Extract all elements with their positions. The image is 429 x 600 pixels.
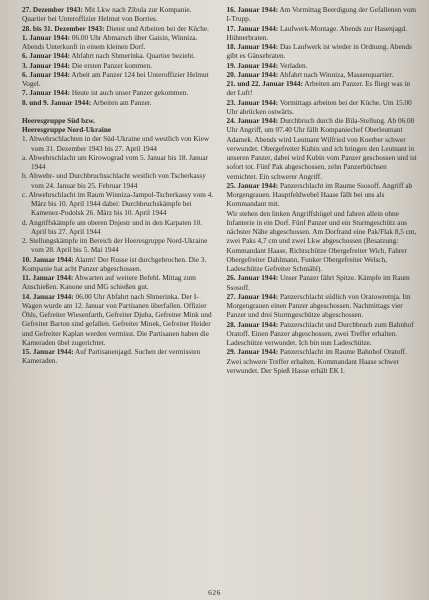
diary-entry [227,71,420,80]
diary-entry [227,99,420,118]
diary-entry [22,25,215,34]
entry-date: 19. Januar 1944: [226,61,279,70]
entry-date: 25. Januar 1944: [226,181,279,190]
entry-date: 15. Januar 1944: [22,348,74,356]
battle-item [22,135,215,154]
diary-entry [227,43,420,62]
entry-text: Laufwerk-Montage. Abends zur Hasenjagd. Hühnerbraten. [226,24,407,42]
right-column [227,6,420,581]
entry-text: Abwarten auf weitere Befehl. Mittag zum Anschießen. Kanone und MG schießen gut. [22,274,196,292]
entry-text: Panzerschlacht im Raume Bahnhof Oratoff. Zwei schwere Treffer erhalten. Kommandant Haase schwer verwundet. Der Spieß Hasse erhält EK I. [226,348,407,375]
spacer [22,108,215,117]
entry-text: Mit Lkw nach Zibula zur Kompanie. Quartier bei Unteroffizier Helmut von Borries. [22,6,192,24]
battle-text: Abwehrschlachten in der Süd-Ukraine und westlich von Kiew vom 31. Dezember 1943 bis 27. April 1944 [28,135,210,153]
battle-item [22,154,215,173]
battle-list [22,135,215,255]
entry-text: Panzerschlacht im Raume Ssosoff. Angriff ab Morgengrauen. Hauptfeldwebel Haase fällt bei uns als Kornmandant mit. [226,181,413,209]
diary-entry [22,293,215,349]
entry-date: 28. bis 31. Dezember 1943: [22,24,105,33]
left-diary-entries [22,6,215,108]
battle-item [22,191,215,219]
diary-entry [22,62,215,71]
entry-text: Am Vormittag Beerdigung der Gefallenen vom I-Trupp. [226,6,416,24]
entry-date: 10. Januar 1944: [22,255,74,264]
entry-text: Auf Partisanenjagd. Suchen der vermissten Kameraden. [22,348,201,366]
battle-text: Abwehrschlacht im Raum Winniza-Jampol-Tscherkassy vom 4. März bis 10. April 1944 dabei: Durchbruchskämpfe bei Kamenez-Podolsk 26. März bis 10. April 1944 [28,190,214,218]
diary-entry [227,293,420,321]
battle-number: c. [22,190,28,199]
entry-date: 28. Januar 1944: [226,320,279,329]
entry-date: 11. Januar 1944: [22,274,74,282]
battle-item [22,237,215,256]
diary-entry [227,6,420,25]
entry-date: 3. Januar 1944: [22,61,71,70]
diary-entry [227,210,420,275]
diary-entry [227,25,420,44]
left-diary-entries-continued [22,256,215,367]
entry-text: Wir stehen den linken Angriffshügel und fahren allein ohne Infanterie in ein Dorf. Fünf Panzer und ein Sturmgeschütz aus nächster Nähe abgeschossen. Am Dorfrand eine Pak/Flak 8,5 cm, zwei Paks 4,7 cm und zwei Lkw abgeschossen (Besatzung: Kommandant Haase, Richtschütze Obergefreiter Wich, Fahrer Obergefreiter Dahlmann, Funker Obergefreiter Welsch, Ladeschütze Gefreiter Schmähl). [226,209,417,273]
entry-text: Heute ist auch unser Panzer gekommen. [70,89,189,98]
battle-text: Stellungskämpfe im Bereich der Heeresgruppe Nord-Ukraine vom 28. April bis 5. Mai 1944 [29,237,208,255]
entry-text: Arbeiten am Panzer. [91,98,152,107]
battle-text: Abwehrschlacht um Kirowograd vom 5. Januar bis 18. Januar 1944 [28,153,209,171]
battle-item [22,172,215,191]
battle-number: d. [22,218,28,227]
diary-entry [22,71,215,90]
entry-date: 23. Januar 1944: [226,98,279,107]
diary-entry [227,321,420,349]
section-heading-1: Heeresgruppe Süd bzw. [22,116,95,125]
entry-date: 27. Dezember 1943: [22,6,83,14]
diary-entry [22,34,215,53]
entry-text: Vormittags arbeiten bei der Küche. Um 15.00 Uhr abrücken ostwärts. [226,98,412,116]
diary-entry [22,256,215,275]
diary-entry [227,182,420,210]
entry-text: Arbeit am Panzer 124 bei Unteroffizier Helmut Vogel. [22,70,209,88]
entry-date: 6. Januar 1944: [22,70,71,79]
diary-entry [22,274,215,293]
diary-entry [22,348,215,367]
battle-number: 2. [22,237,28,245]
battle-number: 1. [22,135,28,144]
entry-text: 06.00 Uhr Abmarsch über Gaisin, Winniza. Abends Unterkunft in einem kleinen Dorf. [22,33,198,51]
battle-item [22,219,215,238]
entry-date: 27. Januar 1944: [226,292,279,301]
entry-date: 7. Januar 1944: [22,89,71,98]
diary-entry [227,348,420,376]
entry-text: 06.00 Uhr Abfahrt nach Shmerinka. Der I-Wagen wurde am 12. Januar von Partisanen überfallen. Offizier Öhls, Gefreiter Wiesenfarth, Gefreiter Djuba, Gefreiter Mink und Gefreiter Barton sind gefallen. Gefreiter Minek, Gefreiter Heider und Gefreiter Kaplan werden vermisst. Die Partisanen haben die Kameraden übel zugerichtet. [22,292,212,347]
entry-date: 24. Januar 1944: [226,117,279,125]
diary-entry [227,80,420,99]
right-diary-entries [227,6,420,376]
entry-date: 14. Januar 1944: [22,292,74,301]
entry-date: 1. Januar 1944: [22,33,71,42]
battle-text: Angriffskämpfe am oberen Dnjestr und in den Karpaten 10. April bis 27. April 1944 [28,218,203,236]
entry-text: Abfahrt nach Winniza, Massenquartier. [278,70,394,79]
diary-entry [227,62,420,71]
entry-text: Arbeiten am Panzer. Es fliegt was in der Luft! [226,80,411,98]
entry-text: Dienst und Arbeiten bei der Küche. [104,24,209,33]
entry-text: Die ersten Panzer kommen. [70,61,152,70]
entry-text: Panzerschlacht und Durchbruch zum Bahnhof Oratoff. Einen Panzer abgeschossen, zwei Treffer erhalten. Ladeschütze verwundet. Ich bin nun Ladeschütze. [226,320,414,347]
entry-text: Panzerschlacht südlich von Oratowretnja. Im Morgengrauen einen Panzer abgeschossen. Nachmittags vier Panzer und drei Sturmgeschütze abgeschossen. [226,292,411,320]
entry-date: 16. Januar 1944: [226,6,279,14]
entry-text: Verladen. [278,61,308,70]
battle-number: a. [22,153,28,162]
battle-number: b. [22,172,28,181]
diary-entry [227,117,420,182]
entry-text: Das Laufwerk ist wieder in Ordnung. Abends gibt es Gänsebraten. [226,43,412,61]
entry-date: 20. Januar 1944: [226,70,279,79]
entry-text: Abfahrt nach Shmerinka. Quartier bezieht. [70,52,196,61]
left-column [22,6,215,581]
entry-date: 21. und 22. Januar 1944: [226,80,303,88]
entry-date: 8. und 9. Januar 1944: [22,98,92,107]
entry-date: 29. Januar 1944: [226,348,279,357]
entry-text: Unser Panzer fährt Spitze. Kämpfe im Raum Ssosoff. [226,274,410,292]
entry-date: 17. Januar 1944: [226,24,279,33]
diary-entry [22,99,215,108]
entry-text: Alarm! Der Russe ist durchgebrochen. Die 3. Kompanie hat acht Panzer abgeschossen. [22,255,207,273]
diary-entry [22,89,215,98]
entry-text: Durchbruch durch die Bila-Stellung. Ab 06.00 Uhr Angriff, um 07.40 Uhr fällt Kompaniechef Oberleutnant Adamek. Abends wird Leutnant Wilfried von Koerber schwer verwundet. Obergefreiter Kubin und ich bringen den Leutnant in unseren Panzer, dabei wird Kubin vom Panzer geschossen und ist sofort tot. Fünf Pak abgeschossen, zehn Panzerbüchsen vernichtet. Ein schwerer Angriff. [226,117,417,181]
diary-entry [227,274,420,293]
page-number: 626 [208,588,221,597]
diary-entry [22,52,215,61]
battle-text: Abwehr- und Durchbruchsschlacht westlich von Tscherkassy vom 24. Januar bis 25. Februar 1944 [28,172,206,190]
text-columns [22,6,419,581]
diary-entry [22,6,215,25]
section-heading-2: Heeresgruppe Nord-Ukraine [22,126,112,134]
entry-date: 6. Januar 1944: [22,52,71,61]
entry-date: 26. Januar 1944: [226,274,279,283]
entry-date: 18. Januar 1944: [226,43,279,51]
